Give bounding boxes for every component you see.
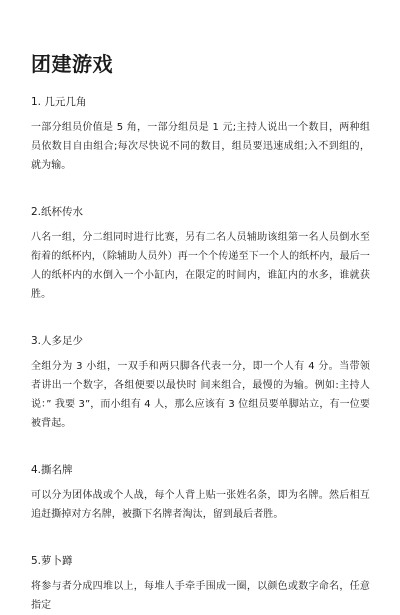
document-title: 团建游戏 (31, 52, 113, 76)
section-body: 八名一组，分二组同时进行比赛，另有二名人员辅助该组第一名人员倒水至衔着的纸杯内，（除辅助人员外）再一个个传递至下一个人的纸杯内，最后一人的纸杯内的水倒入一个小缸内，在限定的时间内，谁缸内的水多，谁就获胜。 (31, 232, 370, 300)
section-5 (31, 554, 370, 615)
section-4 (31, 463, 370, 524)
section-heading: 5.萝卜蹲 (31, 555, 73, 567)
section-body: 将参与者分成四堆以上，每堆人手牵手围成一圈，以颜色或数字命名，任意指定 (31, 581, 370, 611)
section-3 (31, 334, 370, 433)
section-heading: 2.纸杯传水 (31, 206, 84, 218)
section-body: 一部分组员价值是 5 角，一部分组员是 1 元;主持人说出一个数目，两种组员依数目自由组合;每次尽快说不同的数目，组员要迅速成组;入不到组的，就为输。 (31, 122, 370, 171)
section-heading: 3.人多足少 (31, 335, 84, 347)
section-body: 全组分为 3 小组，一双手和两只脚各代表一分，即一个人有 4 分。当带领者讲出一个数字，各组便要以最快时 间来组合，最慢的为输。例如:主持人说：” 我要 3”，而小组有 4 人，那么应该有 3 位组员要单脚站立，有一位要被背起。 (31, 361, 370, 429)
section-2 (31, 205, 370, 304)
section-body: 可以分为团体战或个人战，每个人背上贴一张姓名条，即为名牌。然后相互追赶撕掉对方名牌，被撕下名牌者淘汰，留到最后者胜。 (31, 490, 370, 520)
section-heading: 4.撕名牌 (31, 464, 73, 476)
section-1 (31, 95, 370, 175)
section-heading: 1. 几元几角 (31, 96, 87, 108)
